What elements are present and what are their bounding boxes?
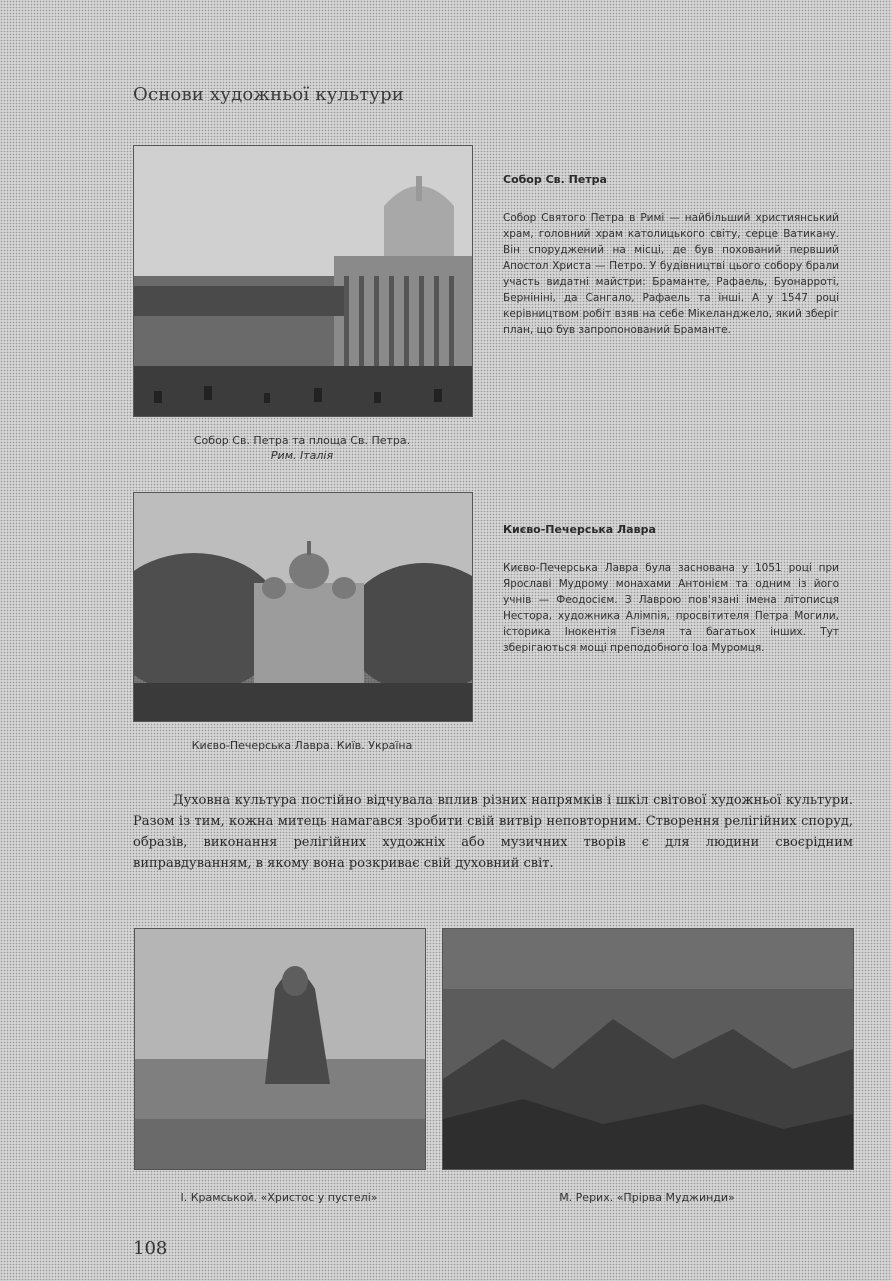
caption-kyiv-pechersk-lavra: Києво-Печерська Лавра. Київ. Україна (191, 739, 413, 752)
caption-st-peters-location: Рим. Італія (270, 449, 334, 462)
painting-abyss-mudzhindy (442, 928, 854, 1170)
photo-kyiv-pechersk-lavra (133, 492, 473, 722)
side-note-lavra-heading: Києво-Печерська Лавра (503, 523, 656, 536)
side-note-kyiv-pechersk-lavra (503, 522, 839, 656)
page-number: 108 (133, 1238, 168, 1259)
caption-st-peters-title: Собор Св. Петра та площа Св. Петра. (193, 434, 411, 447)
side-note-st-peters-heading: Собор Св. Петра (503, 173, 607, 186)
body-paragraph: Духовна культура постійно відчувала вплив різних напрямків і шкіл світової художньої культури. Разом із тим, кожна митець намагався зробити свій витвір неповторним. Створення релігійних споруд, образів, виконання релігійних художніх або музичних творів є для людини своєрідним виправдуванням, в якому вона розкриває свій духовний світ. (133, 793, 853, 871)
side-note-st-peters-text: Собор Святого Петра в Римі — найбільший християнський храм, головний храм католицького світу, серце Ватикану. Він споруджений на місці, де був похований первший Апостол Христа — Петро. У будівництві цього собору брали участь видатні майстри: Браманте, Рафаель, Буонарроті, Бернініні, да Сангало, Рафаель та інші. А у 1547 році керівництвом робіт взяв на себе Мікеланджело, який зберіг план, що був запропонований Браманте. (503, 212, 839, 336)
side-note-st-peters (503, 172, 839, 338)
side-note-lavra-text: Києво-Печерська Лавра була заснована у 1051 році при Ярославі Мудрому монахами Антонієм та одним із його учнів — Феодосієм. З Лаврою пов'язані імена літописця Нестора, художника Алімпія, просвітителя Петра Могили, історика Інокентія Гізеля та багатьох інших. Тут зберігаються мощі преподобного Іоа Муромця. (503, 562, 839, 654)
page-header-title: Основи художньої культури (133, 84, 405, 105)
painting-christ-in-desert (134, 928, 426, 1170)
caption-roerich: М. Рерих. «Прірва Муджинди» (559, 1191, 735, 1204)
photo-st-peters-basilica (133, 145, 473, 417)
caption-st-peters (133, 433, 471, 463)
caption-kramskoy: І. Крамськой. «Христос у пустелі» (180, 1191, 378, 1204)
